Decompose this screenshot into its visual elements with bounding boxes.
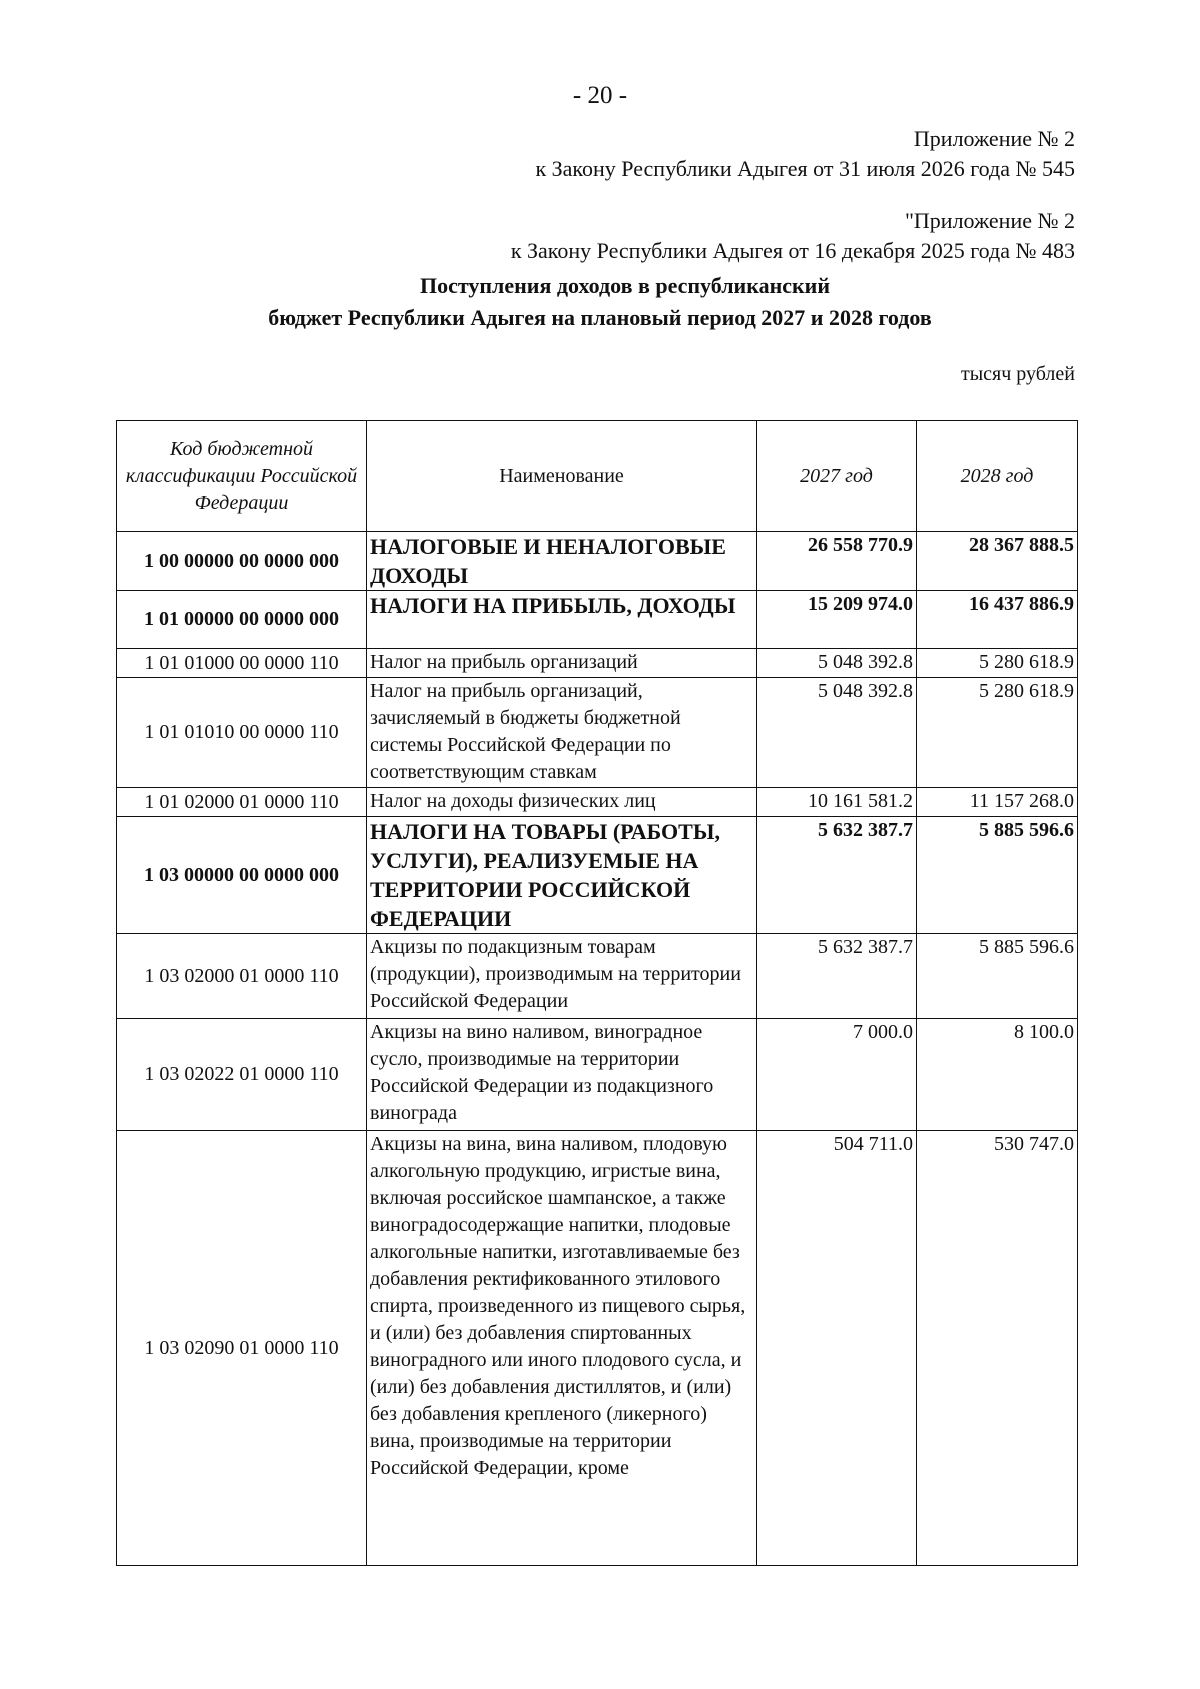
table-row: [117, 934, 1078, 1019]
row-code: 1 00 00000 00 0000 000: [117, 532, 367, 591]
row-name: Налог на прибыль организаций: [367, 649, 757, 678]
row-value-2027: 7 000.0: [757, 1019, 917, 1131]
row-value-2027: 5 048 392.8: [757, 649, 917, 678]
row-name: Акцизы на вино наливом, виноградное сусло, производимые на территории Российской Федерации из подакцизного винограда: [367, 1019, 757, 1131]
appendix-original-title: "Приложение № 2: [904, 208, 1075, 233]
row-name: НАЛОГИ НА ТОВАРЫ (РАБОТЫ, УСЛУГИ), РЕАЛИЗУЕМЫЕ НА ТЕРРИТОРИИ РОССИЙСКОЙ ФЕДЕРАЦИИ: [367, 817, 757, 934]
row-code: 1 01 02000 01 0000 110: [117, 788, 367, 817]
row-name: НАЛОГИ НА ПРИБЫЛЬ, ДОХОДЫ: [367, 591, 757, 649]
row-value-2028: 530 747.0: [917, 1131, 1078, 1566]
row-code: 1 03 02000 01 0000 110: [117, 934, 367, 1019]
row-code: 1 03 02022 01 0000 110: [117, 1019, 367, 1131]
row-code: 1 01 01000 00 0000 110: [117, 649, 367, 678]
table-row: [117, 678, 1078, 788]
document-title-line-1: Поступления доходов в республиканский: [419, 273, 831, 298]
row-value-2027: 504 711.0: [757, 1131, 917, 1566]
page-number: - 20 -: [572, 82, 628, 109]
appendix-original: [511, 206, 1075, 266]
row-code: 1 01 01010 00 0000 110: [117, 678, 367, 788]
table-row: [117, 532, 1078, 591]
appendix-current: [535, 124, 1075, 184]
row-value-2027: 15 209 974.0: [757, 591, 917, 649]
row-name: Акцизы по подакцизным товарам (продукции), производимым на территории Российской Федерации: [367, 934, 757, 1019]
row-name: Налог на доходы физических лиц: [367, 788, 757, 817]
units-label: тысяч рублей: [960, 363, 1075, 385]
row-value-2027: 26 558 770.9: [757, 532, 917, 591]
row-value-2028: 5 885 596.6: [917, 934, 1078, 1019]
row-value-2028: 8 100.0: [917, 1019, 1078, 1131]
row-value-2027: 10 161 581.2: [757, 788, 917, 817]
header-code: Код бюджетной классификации Российской Федерации: [117, 421, 367, 532]
table-row: [117, 817, 1078, 934]
row-value-2028: 16 437 886.9: [917, 591, 1078, 649]
row-value-2028: 5 280 618.9: [917, 678, 1078, 788]
document-title: [0, 270, 1200, 334]
row-value-2028: 5 885 596.6: [917, 817, 1078, 934]
row-code: 1 03 02090 01 0000 110: [117, 1131, 367, 1566]
row-value-2027: 5 048 392.8: [757, 678, 917, 788]
revenue-table: [116, 420, 1078, 1566]
document-title-line-2: бюджет Республики Адыгея на плановый период 2027 и 2028 годов: [268, 305, 932, 330]
appendix-original-law: к Закону Республики Адыгея от 16 декабря 2025 года № 483: [510, 238, 1075, 263]
row-value-2027: 5 632 387.7: [757, 934, 917, 1019]
row-value-2028: 5 280 618.9: [917, 649, 1078, 678]
row-value-2028: 28 367 888.5: [917, 532, 1078, 591]
table-row: [117, 591, 1078, 649]
row-code: 1 01 00000 00 0000 000: [117, 591, 367, 649]
row-value-2028: 11 157 268.0: [917, 788, 1078, 817]
row-code: 1 03 00000 00 0000 000: [117, 817, 367, 934]
header-2028: 2028 год: [917, 421, 1078, 532]
row-value-2027: 5 632 387.7: [757, 817, 917, 934]
row-name: Акцизы на вина, вина наливом, плодовую алкогольную продукцию, игристые вина, включая российское шампанское, а также виноградосодержащие напитки, плодовые алкогольные напитки, изготавливаемые без добавления ректификованного этилового спирта, произведенного из пищевого сырья, и (или) без добавления спиртованных виноградного или иного плодового сусла, и (или) без добавления дистиллятов, и (или) без добавления крепленого (ликерного) вина, производимые на территории Российской Федерации, кроме: [367, 1131, 757, 1566]
table-row: [117, 788, 1078, 817]
table-header-row: [117, 421, 1078, 532]
appendix-current-law: к Закону Республики Адыгея от 31 июля 2026 года № 545: [535, 156, 1075, 181]
appendix-current-title: Приложение № 2: [913, 126, 1075, 151]
header-name: Наименование: [367, 421, 757, 532]
row-name: НАЛОГОВЫЕ И НЕНАЛОГОВЫЕ ДОХОДЫ: [367, 532, 757, 591]
table-row: [117, 1131, 1078, 1566]
table-row: [117, 1019, 1078, 1131]
table-row: [117, 649, 1078, 678]
header-2027: 2027 год: [757, 421, 917, 532]
row-name: Налог на прибыль организаций, зачисляемый в бюджеты бюджетной системы Российской Федерации по соответствующим ставкам: [367, 678, 757, 788]
